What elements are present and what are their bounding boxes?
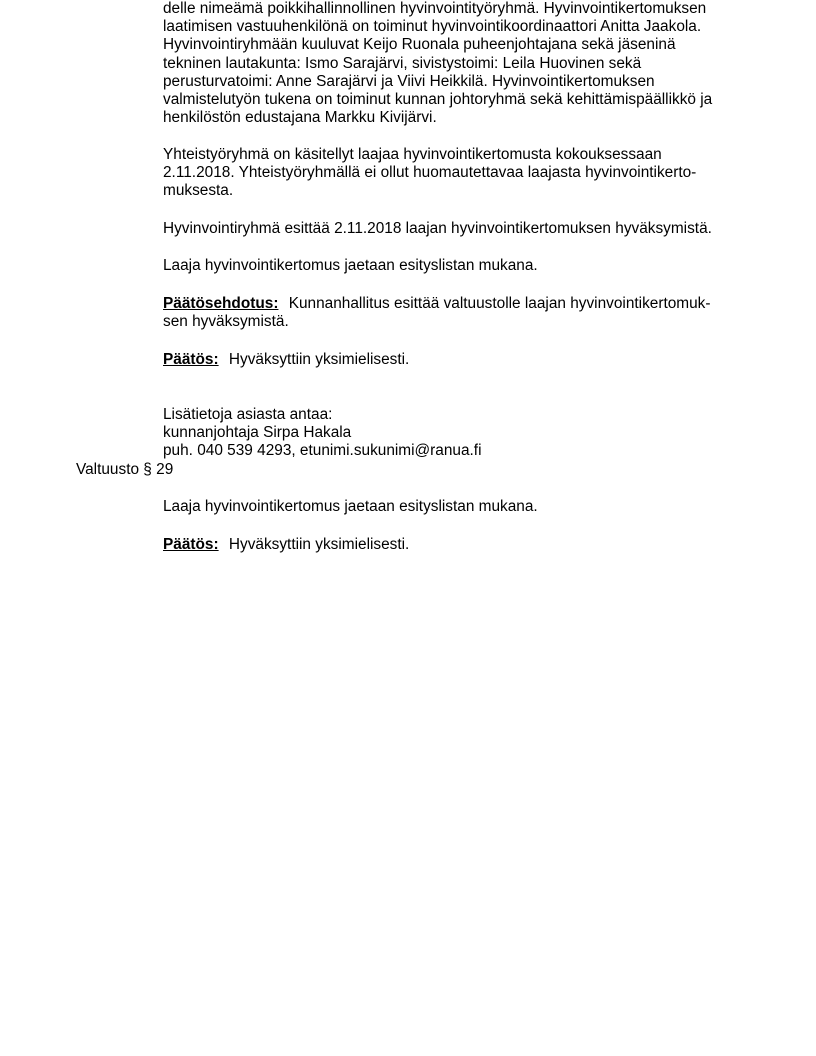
decision-proposal-text: Kunnanhallitus esittää valtuustolle laajan hyvinvointikertomuk- [288, 295, 711, 312]
council-decision-text: Hyväksyttiin yksimielisesti. [228, 536, 410, 553]
paragraph-line: laatimisen vastuuhenkilönä on toiminut hyvinvointikoordinaattori Anitta Jaakola. [163, 18, 702, 36]
paragraph-line: henkilöstön edustajana Markku Kivijärvi. [163, 109, 437, 127]
paragraph-line: Hyvinvointiryhmään kuuluvat Keijo Ruonala puheenjohtajana sekä jäseninä [163, 36, 676, 54]
decision-label: Päätös: [163, 351, 219, 368]
paragraph-line: perusturvatoimi: Anne Sarajärvi ja Viivi Heikkilä. Hyvinvointikertomuksen [163, 72, 655, 90]
paragraph-line: Laaja hyvinvointikertomus jaetaan esityslistan mukana. [163, 257, 538, 274]
paragraph-line: Yhteistyöryhmä on käsitellyt laajaa hyvinvointikertomusta kokouksessaan [163, 146, 662, 163]
decision [163, 351, 743, 369]
paragraph-line: tekninen lautakunta: Ismo Sarajärvi, sivistystoimi: Leila Huovinen sekä [163, 54, 642, 72]
paragraph-line: 2.11.2018. Yhteistyöryhmällä ei ollut huomautettavaa laajasta hyvinvointikerto- [163, 164, 697, 182]
paragraph-line: valmistelutyön tukena on toiminut kunnan johtoryhmä sekä kehittämispäällikkö ja [163, 90, 713, 108]
section-heading: Valtuusto § 29 [76, 461, 174, 478]
paragraph-line: delle nimeämä poikkihallinnollinen hyvinvointityöryhmä. Hyvinvointikertomuksen [163, 0, 707, 17]
welfare-group-proposal-paragraph [163, 220, 743, 238]
decision-text: Hyväksyttiin yksimielisesti. [228, 351, 410, 368]
decision-proposal-text-continued: sen hyväksymistä. [163, 313, 289, 331]
contact-person: kunnanjohtaja Sirpa Hakala [163, 424, 352, 442]
background-paragraph [163, 0, 743, 127]
distribution-note [163, 257, 743, 275]
cooperation-group-paragraph [163, 146, 743, 201]
contact-info [163, 406, 743, 461]
decision-proposal [163, 295, 743, 331]
council-distribution-note [163, 498, 743, 516]
council-decision-label: Päätös: [163, 536, 219, 553]
paragraph-line: Laaja hyvinvointikertomus jaetaan esityslistan mukana. [163, 498, 538, 515]
paragraph-line: Hyvinvointiryhmä esittää 2.11.2018 laajan hyvinvointikertomuksen hyväksymistä. [163, 220, 712, 237]
council-decision [163, 536, 743, 554]
decision-proposal-label: Päätösehdotus: [163, 295, 279, 312]
contact-details: puh. 040 539 4293, etunimi.sukunimi@ranua.fi [163, 442, 482, 460]
contact-heading: Lisätietoja asiasta antaa: [163, 406, 333, 423]
paragraph-line: muksesta. [163, 182, 234, 200]
